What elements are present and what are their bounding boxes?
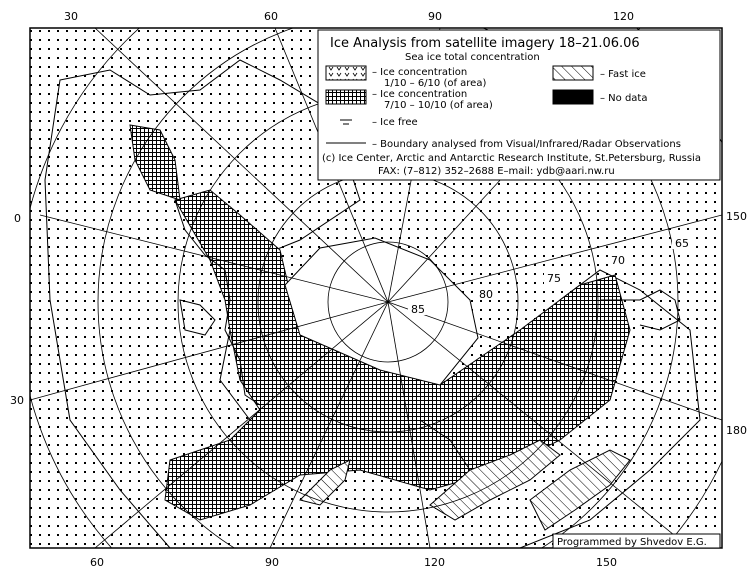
swatch-fast-ice [553, 66, 593, 80]
programmer-credit: Programmed by Shvedov E.G. [557, 537, 707, 548]
lon-left-0: 0 [14, 212, 21, 225]
lon-bottom-120: 120 [424, 556, 445, 569]
lon-left-30: 30 [10, 394, 24, 407]
lat-label-80: 80 [479, 288, 493, 301]
lon-top-90: 90 [428, 10, 442, 23]
legend-no-data: – No data [600, 93, 648, 104]
legend-boundary: – Boundary analysed from Visual/Infrared/Radar Observations [372, 139, 681, 150]
lat-label-75: 75 [547, 272, 561, 285]
legend-high-conc-2: 7/10 – 10/10 (of area) [384, 100, 493, 111]
legend-title: Ice Analysis from satellite imagery 18–21.06.06 [330, 36, 640, 51]
lon-bottom-150: 150 [596, 556, 617, 569]
lat-label-65: 65 [675, 237, 689, 250]
legend [318, 30, 720, 180]
lon-top-120: 120 [613, 10, 634, 23]
legend-fast-ice: – Fast ice [600, 69, 646, 80]
lon-top-60: 60 [264, 10, 278, 23]
legend-contact: FAX: (7–812) 352–2688 E–mail: ydb@aari.nw.ru [378, 166, 615, 177]
lat-label-85: 85 [411, 303, 425, 316]
lat-label-70: 70 [611, 254, 625, 267]
legend-ice-free: – Ice free [372, 117, 418, 128]
lon-right-180: 180 [726, 424, 747, 437]
lon-bottom-90: 90 [265, 556, 279, 569]
swatch-low-concentration [326, 66, 366, 80]
lon-bottom-60: 60 [90, 556, 104, 569]
swatch-no-data [553, 90, 593, 104]
lon-top-30: 30 [64, 10, 78, 23]
legend-subtitle: Sea ice total concentration [405, 52, 540, 63]
legend-credit: (c) Ice Center, Arctic and Antarctic Research Institute, St.Petersburg, Russia [322, 153, 701, 164]
swatch-high-concentration [326, 90, 366, 104]
legend-low-conc-1: – Ice concentration [372, 67, 468, 78]
legend-low-conc-2: 1/10 – 6/10 (of area) [384, 78, 487, 89]
legend-high-conc-1: – Ice concentration [372, 89, 468, 100]
lon-right-150: 150 [726, 210, 747, 223]
